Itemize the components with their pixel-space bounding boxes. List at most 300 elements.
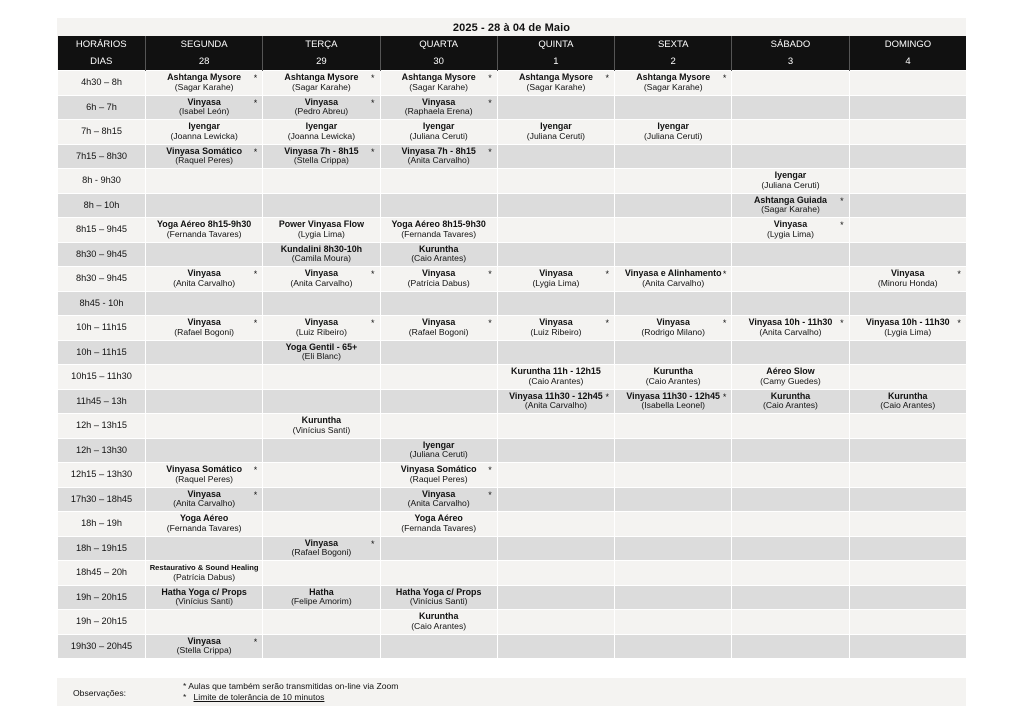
- class-cell: [146, 267, 263, 292]
- class-name: Vinyasa: [891, 268, 925, 279]
- class-cell: [263, 95, 380, 120]
- class-name: Kuruntha: [418, 611, 459, 622]
- schedule-row: [58, 144, 967, 169]
- online-marker-icon: *: [253, 465, 258, 475]
- empty-cell: [497, 561, 614, 586]
- class-name: Vinyasa 11h30 - 12h45: [626, 390, 720, 401]
- empty-cell: [497, 169, 614, 194]
- empty-cell: [849, 218, 966, 243]
- class-name: Iyengar: [305, 121, 338, 132]
- schedule-row: [58, 536, 967, 561]
- empty-cell: [497, 610, 614, 635]
- empty-cell: [615, 193, 732, 218]
- teacher-name: (Vinícius Santi): [175, 596, 233, 607]
- empty-cell: [732, 414, 849, 439]
- empty-cell: [849, 291, 966, 316]
- class-cell: [380, 512, 497, 537]
- teacher-name: (Fernanda Tavares): [401, 228, 477, 239]
- note-online-zoom: * Aulas que também serão transmitidas on-line via Zoom: [183, 681, 399, 691]
- teacher-name: (Caio Arantes): [528, 375, 584, 386]
- class-name: Vinyasa 7h - 8h15: [284, 145, 359, 156]
- empty-cell: [497, 340, 614, 365]
- teacher-name: (Luiz Ribeiro): [295, 326, 347, 337]
- class-name: Vinyasa: [187, 317, 221, 328]
- class-name: Yoga Aéreo 8h15-9h30: [391, 219, 486, 230]
- class-name: Restaurativo & Sound Healing: [149, 563, 259, 573]
- teacher-name: (Sagar Karahe): [174, 81, 234, 92]
- class-name: Iyengar: [422, 121, 455, 132]
- class-name: Iyengar: [188, 121, 220, 132]
- teacher-name: (Anita Carvalho): [407, 155, 470, 166]
- class-name: Kuruntha: [653, 366, 693, 377]
- empty-cell: [732, 267, 849, 292]
- class-cell: [497, 365, 614, 390]
- empty-cell: [263, 389, 380, 414]
- empty-cell: [380, 291, 497, 316]
- class-cell: [849, 389, 966, 414]
- online-marker-icon: *: [488, 465, 492, 475]
- class-cell: [732, 316, 849, 341]
- class-cell: [146, 316, 263, 341]
- class-name: Yoga Aéreo 8h15-9h30: [157, 219, 252, 230]
- empty-cell: [615, 144, 732, 169]
- class-name: Vinyasa: [304, 96, 339, 107]
- empty-cell: [849, 561, 966, 586]
- time-slot: 8h – 10h: [58, 193, 146, 218]
- empty-cell: [380, 169, 497, 194]
- header-day-name: DOMINGO: [849, 36, 966, 53]
- time-slot: 4h30 – 8h: [58, 71, 146, 96]
- empty-cell: [497, 414, 614, 439]
- empty-cell: [732, 512, 849, 537]
- online-marker-icon: *: [253, 269, 258, 279]
- time-slot: 18h45 – 20h: [58, 561, 146, 586]
- header-day-date: 4: [849, 53, 966, 71]
- empty-cell: [615, 536, 732, 561]
- empty-cell: [497, 193, 614, 218]
- teacher-name: (Anita Carvalho): [173, 498, 236, 509]
- class-cell: [263, 242, 380, 267]
- empty-cell: [849, 536, 966, 561]
- schedule-row: [58, 512, 967, 537]
- class-cell: [146, 585, 263, 610]
- empty-cell: [146, 365, 263, 390]
- online-marker-icon: *: [722, 391, 727, 402]
- class-cell: [380, 438, 497, 463]
- empty-cell: [615, 218, 732, 243]
- empty-cell: [849, 193, 966, 218]
- class-name: Ashtanga Mysore: [636, 72, 711, 83]
- empty-cell: [615, 291, 732, 316]
- teacher-name: (Juliana Ceruti): [526, 130, 586, 141]
- empty-cell: [263, 463, 380, 488]
- class-cell: [732, 218, 849, 243]
- empty-cell: [849, 340, 966, 365]
- time-slot: 17h30 – 18h45: [58, 487, 146, 512]
- time-slot: 7h – 8h15: [58, 120, 146, 145]
- class-name: Iyengar: [422, 439, 455, 450]
- class-name: Ashtanga Mysore: [167, 72, 242, 83]
- online-marker-icon: *: [253, 318, 258, 328]
- empty-cell: [497, 487, 614, 512]
- class-name: Vinyasa 11h30 - 12h45: [509, 390, 603, 401]
- teacher-name: (Eli Blanc): [301, 351, 341, 362]
- empty-cell: [615, 561, 732, 586]
- teacher-name: (Anita Carvalho): [759, 326, 822, 337]
- empty-cell: [732, 610, 849, 635]
- header-day-date: 3: [732, 53, 849, 71]
- empty-cell: [849, 585, 966, 610]
- teacher-name: (Fernanda Tavares): [166, 228, 242, 239]
- class-cell: [380, 71, 497, 96]
- empty-cell: [380, 340, 497, 365]
- schedule-row: [58, 120, 967, 145]
- teacher-name: (Sagar Karahe): [761, 204, 820, 215]
- class-name: Iyengar: [540, 121, 572, 132]
- class-name: Kuruntha: [888, 390, 928, 401]
- teacher-name: (Raquel Peres): [175, 473, 234, 484]
- time-slot: 10h15 – 11h30: [58, 365, 146, 390]
- online-marker-icon: *: [253, 489, 258, 500]
- class-cell: [380, 585, 497, 610]
- class-cell: [497, 316, 614, 341]
- schedule-row: [58, 585, 967, 610]
- online-marker-icon: *: [371, 538, 375, 549]
- header-day-date: 28: [146, 53, 263, 71]
- note-tolerance-text: Limite de tolerância de 10 minutos: [193, 692, 325, 702]
- class-name: Vinyasa Somático: [166, 464, 243, 475]
- empty-cell: [263, 291, 380, 316]
- empty-cell: [849, 144, 966, 169]
- schedule-row: [58, 438, 967, 463]
- empty-cell: [732, 95, 849, 120]
- class-cell: [380, 95, 497, 120]
- teacher-name: (Rodrigo Milano): [641, 326, 705, 337]
- time-slot: 11h45 – 13h: [58, 389, 146, 414]
- empty-cell: [497, 585, 614, 610]
- empty-cell: [263, 487, 380, 512]
- empty-cell: [263, 169, 380, 194]
- online-marker-icon: *: [371, 318, 375, 328]
- empty-cell: [849, 414, 966, 439]
- header-day-date: 29: [263, 53, 380, 71]
- empty-cell: [615, 487, 732, 512]
- header-day-name: QUARTA: [380, 36, 497, 53]
- teacher-name: (Lygia Lima): [884, 326, 932, 337]
- empty-cell: [263, 561, 380, 586]
- empty-cell: [615, 463, 732, 488]
- teacher-name: (Sagar Karahe): [292, 81, 351, 92]
- class-cell: [380, 610, 497, 635]
- class-name: Hatha Yoga c/ Props: [161, 586, 247, 597]
- teacher-name: (Caio Arantes): [411, 253, 467, 264]
- teacher-name: (Patrícia Dabus): [407, 277, 470, 288]
- class-name: Iyengar: [657, 121, 689, 132]
- empty-cell: [497, 291, 614, 316]
- empty-cell: [615, 634, 732, 659]
- class-cell: [146, 144, 263, 169]
- schedule-row: [58, 71, 967, 96]
- empty-cell: [263, 512, 380, 537]
- empty-cell: [497, 95, 614, 120]
- empty-cell: [615, 414, 732, 439]
- online-marker-icon: *: [371, 73, 375, 83]
- empty-cell: [615, 95, 732, 120]
- class-cell: [615, 120, 732, 145]
- empty-cell: [732, 144, 849, 169]
- empty-cell: [615, 438, 732, 463]
- empty-cell: [732, 561, 849, 586]
- class-cell: [263, 144, 380, 169]
- schedule-row: [58, 291, 967, 316]
- teacher-name: (Juliana Ceruti): [409, 449, 468, 460]
- class-cell: [380, 316, 497, 341]
- schedule-row: [58, 389, 967, 414]
- time-slot: 8h - 9h30: [58, 169, 146, 194]
- empty-cell: [497, 463, 614, 488]
- class-cell: [263, 316, 380, 341]
- empty-cell: [732, 463, 849, 488]
- empty-cell: [732, 634, 849, 659]
- teacher-name: (Camy Guedes): [760, 375, 821, 386]
- class-cell: [849, 267, 966, 292]
- empty-cell: [732, 340, 849, 365]
- online-marker-icon: *: [253, 73, 258, 83]
- class-cell: [146, 512, 263, 537]
- teacher-name: (Stella Crippa): [176, 645, 232, 656]
- teacher-name: (Anita Carvalho): [173, 277, 236, 288]
- teacher-name: (Juliana Ceruti): [409, 130, 468, 141]
- time-slot: 19h30 – 20h45: [58, 634, 146, 659]
- schedule-header: [58, 36, 967, 71]
- empty-cell: [849, 95, 966, 120]
- teacher-name: (Patrícia Dabus): [173, 571, 236, 582]
- empty-cell: [849, 487, 966, 512]
- header-day-date: 1: [497, 53, 614, 71]
- online-marker-icon: *: [840, 195, 844, 206]
- class-name: Vinyasa: [539, 268, 573, 279]
- class-name: Power Vinyasa Flow: [278, 219, 364, 230]
- header-day-date: 30: [380, 53, 497, 71]
- teacher-name: (Rafael Bogoni): [174, 326, 234, 337]
- class-cell: [263, 340, 380, 365]
- class-name: Iyengar: [774, 170, 807, 181]
- empty-cell: [497, 242, 614, 267]
- header-day-name: SÁBADO: [732, 36, 849, 53]
- class-cell: [263, 536, 380, 561]
- time-slot: 8h45 - 10h: [58, 291, 146, 316]
- teacher-name: (Pedro Abreu): [294, 106, 349, 117]
- time-slot: 12h – 13h15: [58, 414, 146, 439]
- time-slot: 10h – 11h15: [58, 340, 146, 365]
- teacher-name: (Rafael Bogoni): [291, 547, 352, 558]
- teacher-name: (Sagar Karahe): [526, 81, 586, 92]
- empty-cell: [732, 585, 849, 610]
- class-name: Vinyasa: [187, 488, 221, 499]
- teacher-name: (Vinícius Santi): [292, 424, 351, 435]
- teacher-name: (Raquel Peres): [175, 155, 234, 166]
- online-marker-icon: *: [722, 73, 727, 83]
- header-day-name: QUINTA: [497, 36, 614, 53]
- empty-cell: [497, 634, 614, 659]
- teacher-name: (Sagar Karahe): [409, 81, 469, 92]
- header-day-name: SEGUNDA: [146, 36, 263, 53]
- online-marker-icon: *: [488, 73, 492, 83]
- schedule-row: [58, 487, 967, 512]
- class-name: Vinyasa: [187, 268, 221, 279]
- class-name: Ashtanga Guiada: [753, 194, 827, 205]
- schedule-row: [58, 561, 967, 586]
- class-name: Vinyasa: [539, 317, 573, 328]
- class-name: Vinyasa Somático: [400, 464, 477, 475]
- time-slot: 8h30 – 9h45: [58, 267, 146, 292]
- header-day-date: 2: [615, 53, 732, 71]
- class-name: Vinyasa: [421, 488, 456, 499]
- empty-cell: [497, 512, 614, 537]
- teacher-name: (Luiz Ribeiro): [530, 326, 582, 337]
- class-cell: [380, 487, 497, 512]
- empty-cell: [615, 242, 732, 267]
- class-cell: [263, 414, 380, 439]
- time-slot: 8h15 – 9h45: [58, 218, 146, 243]
- class-name: Vinyasa e Alinhamento: [624, 268, 722, 279]
- online-marker-icon: *: [488, 146, 492, 157]
- empty-cell: [615, 585, 732, 610]
- empty-cell: [849, 169, 966, 194]
- online-marker-icon: *: [371, 269, 375, 279]
- time-slot: 6h – 7h: [58, 95, 146, 120]
- class-name: Ashtanga Mysore: [401, 72, 476, 83]
- class-name: Vinyasa: [421, 268, 456, 279]
- observations: [57, 678, 966, 706]
- schedule-row: [58, 193, 967, 218]
- empty-cell: [732, 242, 849, 267]
- header-horarios: HORÁRIOS: [58, 36, 146, 53]
- empty-cell: [263, 193, 380, 218]
- empty-cell: [146, 438, 263, 463]
- header-day-name: SEXTA: [615, 36, 732, 53]
- class-cell: [146, 120, 263, 145]
- empty-cell: [380, 634, 497, 659]
- empty-cell: [615, 169, 732, 194]
- empty-cell: [615, 340, 732, 365]
- empty-cell: [380, 561, 497, 586]
- class-name: Vinyasa: [773, 219, 808, 230]
- time-slot: 8h30 – 9h45: [58, 242, 146, 267]
- empty-cell: [732, 120, 849, 145]
- teacher-name: (Stella Crippa): [293, 155, 349, 166]
- class-name: Vinyasa: [421, 317, 456, 328]
- empty-cell: [146, 610, 263, 635]
- teacher-name: (Anita Carvalho): [290, 277, 353, 288]
- empty-cell: [380, 536, 497, 561]
- class-cell: [380, 144, 497, 169]
- teacher-name: (Caio Arantes): [411, 620, 467, 631]
- empty-cell: [146, 389, 263, 414]
- empty-cell: [849, 120, 966, 145]
- teacher-name: (Anita Carvalho): [524, 400, 587, 411]
- teacher-name: (Lygia Lima): [766, 228, 814, 239]
- teacher-name: (Caio Arantes): [645, 375, 701, 386]
- empty-cell: [263, 610, 380, 635]
- empty-cell: [732, 71, 849, 96]
- class-cell: [146, 218, 263, 243]
- class-name: Kuruntha: [418, 243, 459, 254]
- empty-cell: [146, 536, 263, 561]
- class-cell: [263, 218, 380, 243]
- class-cell: [146, 634, 263, 659]
- empty-cell: [380, 389, 497, 414]
- teacher-name: (Rafael Bogoni): [408, 326, 469, 337]
- empty-cell: [849, 242, 966, 267]
- empty-cell: [263, 365, 380, 390]
- note-tolerance-bullet: *: [183, 692, 194, 702]
- teacher-name: (Joanna Lewicka): [287, 130, 356, 141]
- header-day-name: TERÇA: [263, 36, 380, 53]
- teacher-name: (Vinícius Santi): [409, 596, 468, 607]
- class-cell: [615, 389, 732, 414]
- time-slot: 7h15 – 8h30: [58, 144, 146, 169]
- class-cell: [497, 120, 614, 145]
- class-name: Hatha: [309, 586, 334, 597]
- empty-cell: [732, 438, 849, 463]
- class-cell: [615, 365, 732, 390]
- class-cell: [146, 463, 263, 488]
- class-cell: [615, 267, 732, 292]
- empty-cell: [615, 610, 732, 635]
- empty-cell: [146, 414, 263, 439]
- online-marker-icon: *: [488, 269, 492, 279]
- class-cell: [732, 365, 849, 390]
- time-slot: 19h – 20h15: [58, 585, 146, 610]
- class-cell: [263, 585, 380, 610]
- online-marker-icon: *: [957, 318, 961, 328]
- teacher-name: (Lygia Lima): [532, 277, 580, 288]
- online-marker-icon: *: [605, 73, 610, 83]
- teacher-name: (Minoru Honda): [877, 277, 938, 288]
- empty-cell: [263, 438, 380, 463]
- schedule-sheet: [57, 18, 966, 702]
- online-marker-icon: *: [371, 146, 375, 157]
- empty-cell: [146, 340, 263, 365]
- header-dias: DIAS: [58, 53, 146, 71]
- schedule-row: [58, 340, 967, 365]
- schedule-table: [57, 36, 967, 659]
- empty-cell: [146, 242, 263, 267]
- online-marker-icon: *: [253, 97, 258, 108]
- time-slot: 10h – 11h15: [58, 316, 146, 341]
- class-cell: [497, 267, 614, 292]
- class-cell: [497, 71, 614, 96]
- empty-cell: [732, 291, 849, 316]
- class-cell: [732, 193, 849, 218]
- empty-cell: [380, 414, 497, 439]
- class-name: Vinyasa 10h - 11h30: [865, 317, 950, 328]
- class-name: Vinyasa: [304, 317, 339, 328]
- time-slot: 18h – 19h: [58, 512, 146, 537]
- class-cell: [615, 316, 732, 341]
- class-name: Vinyasa: [656, 317, 690, 328]
- online-marker-icon: *: [840, 220, 844, 230]
- teacher-name: (Raquel Peres): [409, 473, 468, 484]
- schedule-row: [58, 267, 967, 292]
- empty-cell: [380, 365, 497, 390]
- class-cell: [849, 316, 966, 341]
- empty-cell: [849, 463, 966, 488]
- class-name: Vinyasa: [187, 635, 221, 646]
- online-marker-icon: *: [488, 318, 492, 328]
- schedule-row: [58, 634, 967, 659]
